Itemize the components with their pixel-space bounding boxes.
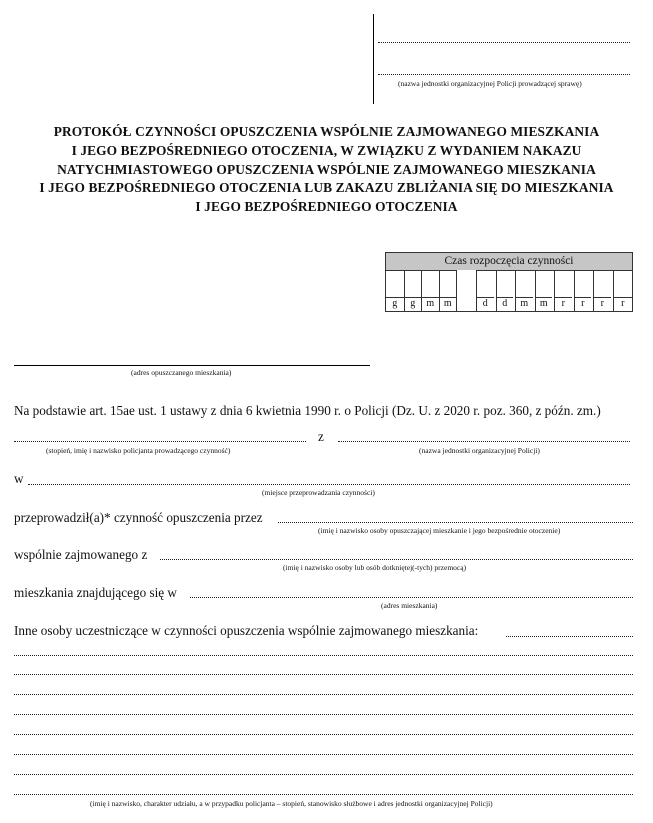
time-cell[interactable] xyxy=(535,270,553,311)
time-cell-label: m xyxy=(443,298,452,309)
time-cell-label: m xyxy=(539,298,548,309)
others-line[interactable] xyxy=(14,655,633,656)
others-line[interactable] xyxy=(14,694,633,695)
place-caption: (miejsce przeprowadzania czynności) xyxy=(262,488,375,497)
time-cell-label: m xyxy=(426,298,435,309)
shared-line[interactable] xyxy=(160,559,633,560)
time-cell[interactable] xyxy=(593,270,611,311)
shared-caption: (imię i nazwisko osoby lub osób dotkniętej(-tych) przemocą) xyxy=(283,563,467,572)
time-cell-label: m xyxy=(520,298,529,309)
officer-name-line[interactable] xyxy=(14,441,306,442)
time-cell-label: r xyxy=(561,298,565,309)
others-line-0[interactable] xyxy=(506,636,633,637)
time-cell[interactable] xyxy=(386,270,404,311)
title-line: I JEGO BEZPOŚREDNIEGO OTOCZENIA, W ZWIĄZKU Z WYDANIEM NAKAZU xyxy=(71,142,582,158)
others-line[interactable] xyxy=(14,714,633,715)
others-line[interactable] xyxy=(14,794,633,795)
title-line: PROTOKÓŁ CZYNNOŚCI OPUSZCZENIA WSPÓLNIE ZAJMOWANEGO MIESZKANIA xyxy=(53,124,600,139)
conducted-caption: (imię i nazwisko osoby opuszczającej mieszkanie i jego bezpośrednie otoczenie) xyxy=(318,526,561,535)
legal-basis: Na podstawie art. 15ae ust. 1 ustawy z dnia 6 kwietnia 1990 r. o Policji (Dz. U. z 2020 r. poz. 360, z późn. zm.) xyxy=(14,403,601,418)
time-cell[interactable] xyxy=(613,270,633,311)
officer-connector: z xyxy=(318,429,324,444)
time-cell[interactable] xyxy=(439,270,457,311)
time-cell[interactable] xyxy=(421,270,439,311)
time-cell-label: d xyxy=(502,298,508,309)
time-cell-label: d xyxy=(482,298,488,309)
others-line[interactable] xyxy=(14,774,633,775)
place-line[interactable] xyxy=(28,484,630,485)
located-line[interactable] xyxy=(190,597,633,598)
time-cell[interactable] xyxy=(574,270,592,311)
header-divider xyxy=(373,14,374,104)
located-label: mieszkania znajdującego się w xyxy=(14,585,177,600)
place-prefix: w xyxy=(14,471,24,486)
officer-name-caption: (stopień, imię i nazwisko policjanta prowadzącego czynność) xyxy=(46,446,231,455)
title-line: I JEGO BEZPOŚREDNIEGO OTOCZENIA LUB ZAKAZU ZBLIŻANIA SIĘ DO MIESZKANIA xyxy=(39,180,614,196)
others-label: Inne osoby uczestniczące w czynności opuszczenia wspólnie zajmowanego mieszkania: xyxy=(14,623,479,638)
time-table-gap xyxy=(456,270,476,311)
time-cell-label: r xyxy=(621,298,625,309)
address-caption: (adres opuszczanego mieszkania) xyxy=(131,368,232,377)
officer-unit-line[interactable] xyxy=(338,441,630,442)
start-time-header: Czas rozpoczęcia czynności xyxy=(386,253,632,271)
time-cell[interactable] xyxy=(476,270,494,311)
time-cell-label: r xyxy=(600,298,604,309)
others-line[interactable] xyxy=(14,754,633,755)
unit-name-caption: (nazwa jednostki organizacyjnej Policji prowadzącej sprawę) xyxy=(398,79,582,88)
time-cell[interactable] xyxy=(404,270,422,311)
address-line[interactable] xyxy=(14,365,370,366)
conducted-label: przeprowadził(a)* czynność opuszczenia przez xyxy=(14,510,263,525)
shared-label: wspólnie zajmowanego z xyxy=(14,547,148,562)
conducted-line[interactable] xyxy=(278,522,633,523)
time-cell-label: g xyxy=(410,298,416,309)
unit-name-line-1[interactable] xyxy=(378,42,630,43)
document-title xyxy=(0,123,653,217)
officer-unit-caption: (nazwa jednostki organizacyjnej Policji) xyxy=(419,446,540,455)
unit-name-line-2[interactable] xyxy=(378,74,630,75)
others-line[interactable] xyxy=(14,734,633,735)
others-line[interactable] xyxy=(14,674,633,675)
others-caption: (imię i nazwisko, charakter udziału, a w przypadku policjanta – stopień, stanowisko służbowe i adres jednostki organizacyjnej Policji) xyxy=(90,799,493,808)
time-cell-label: r xyxy=(581,298,585,309)
time-cell[interactable] xyxy=(554,270,572,311)
located-caption: (adres mieszkania) xyxy=(381,601,438,610)
time-cell[interactable] xyxy=(496,270,514,311)
time-cell-label: g xyxy=(392,298,398,309)
title-line: NATYCHMIASTOWEGO OPUSZCZENIA WSPÓLNIE ZAJMOWANEGO MIESZKANIA xyxy=(57,161,596,177)
title-line: I JEGO BEZPOŚREDNIEGO OTOCZENIA xyxy=(195,199,458,215)
time-cell[interactable] xyxy=(515,270,533,311)
start-time-table xyxy=(385,252,633,312)
